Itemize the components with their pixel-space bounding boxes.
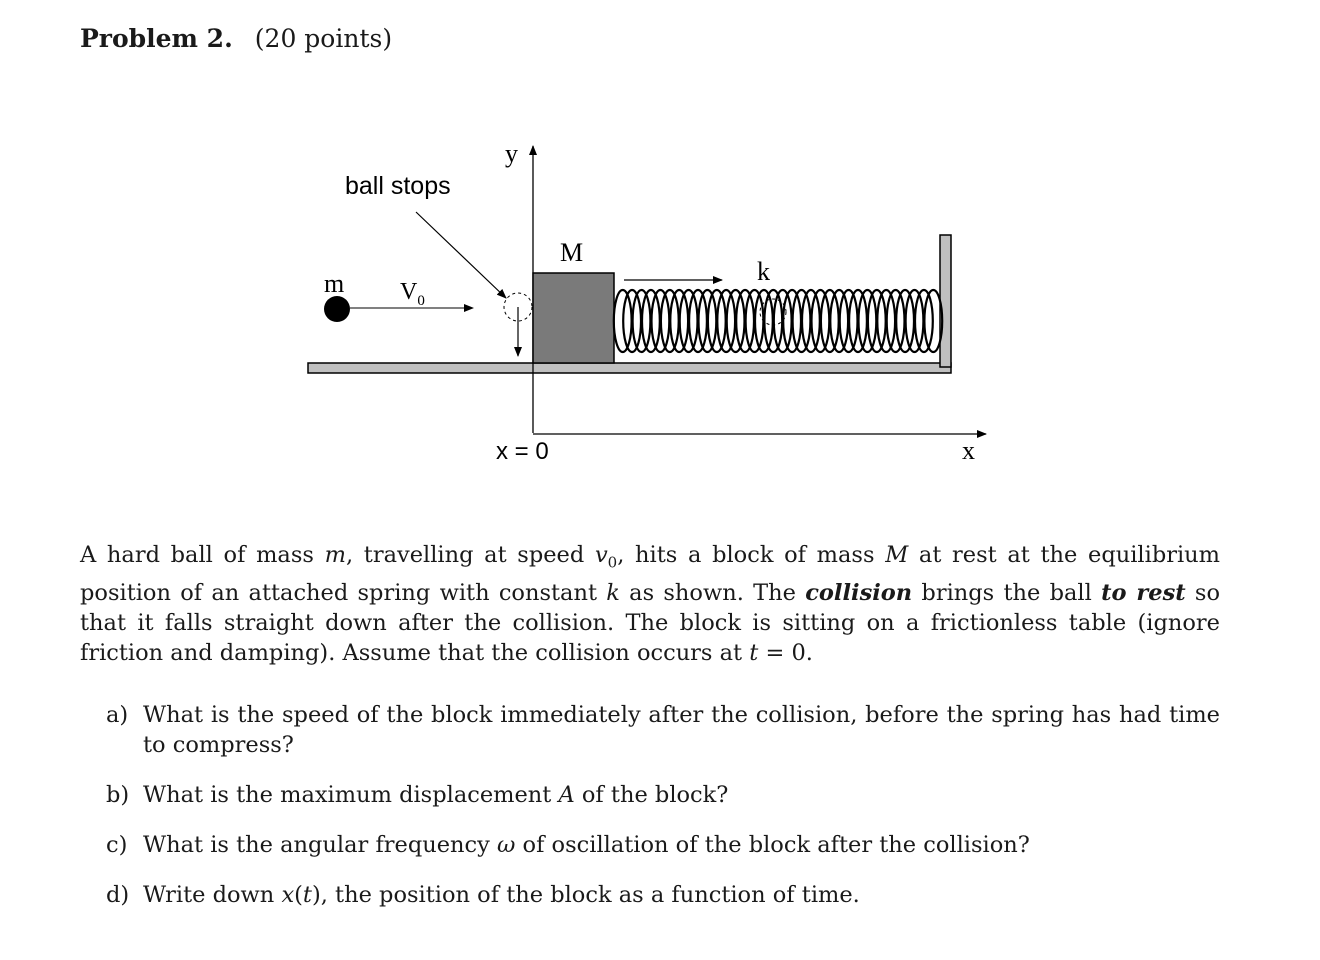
q-post: of the block? — [574, 782, 729, 808]
problem-statement — [80, 540, 1220, 668]
text-2: , travelling at speed — [345, 542, 595, 568]
var-v: v — [594, 542, 608, 568]
spring — [614, 290, 942, 352]
q-mid: ( — [294, 882, 303, 908]
question-a — [106, 700, 1220, 760]
text-6: brings the ball — [912, 579, 1102, 606]
question-text — [143, 830, 1220, 860]
question-text — [143, 780, 1220, 810]
question-b — [106, 780, 1220, 810]
question-c — [106, 830, 1220, 860]
label-y: y — [505, 139, 518, 168]
text-8: = 0. — [758, 639, 813, 666]
wall — [940, 235, 951, 367]
label-M: M — [560, 238, 584, 267]
question-label: d) — [106, 882, 130, 908]
problem-points: (20 points) — [254, 24, 393, 53]
label-m: m — [324, 269, 345, 298]
q-pre: What is the angular frequency — [143, 832, 498, 858]
var-k: k — [606, 579, 620, 606]
text-1: A hard ball of mass — [80, 542, 325, 568]
problem-label: Problem 2. — [80, 24, 233, 53]
table-surface — [308, 363, 951, 373]
question-d — [106, 880, 1220, 910]
var-m: m — [324, 542, 346, 568]
label-v0 — [400, 279, 425, 309]
q-var: ω — [497, 832, 516, 858]
ball-m — [324, 296, 350, 322]
label-v-sub: 0 — [417, 293, 425, 309]
question-label: c) — [106, 832, 128, 858]
q-pre: Write down — [143, 882, 282, 908]
q-pre: What is the maximum displacement — [143, 782, 559, 808]
question-text — [143, 880, 1220, 910]
question-label: a) — [106, 702, 129, 728]
q-post: ), the position of the block as a function of time. — [311, 882, 860, 908]
q-post: of oscillation of the block after the collision? — [515, 832, 1030, 858]
label-x: x — [962, 436, 975, 465]
text-5: as shown. The — [619, 579, 806, 606]
question-text: What is the speed of the block immediately after the collision, before the spring has had time to compress? — [143, 702, 1220, 758]
var-t: t — [749, 639, 759, 666]
q-var: A — [558, 782, 575, 808]
label-v: V — [400, 279, 418, 305]
question-list — [106, 700, 1220, 930]
label-k: k — [757, 257, 770, 286]
block-M — [533, 273, 614, 363]
question-label: b) — [106, 782, 130, 808]
ball-stops-pointer — [416, 212, 506, 298]
text-7: so that it falls straight down after the collision. The block is sitting on a frictionless table (ignore friction and damping). Assume that the collision occurs at — [80, 579, 1220, 666]
label-ball-stops: ball stops — [345, 172, 451, 200]
q-var2: t — [302, 882, 312, 908]
var-M: M — [885, 542, 909, 568]
text-3: , hits a block of mass — [617, 542, 886, 568]
var-v-sub: 0 — [607, 553, 618, 572]
text-4: at rest at the equilibrium position of an attached spring with constant — [80, 542, 1221, 606]
emph-collision: collision — [805, 579, 913, 606]
label-x0: x = 0 — [496, 438, 549, 465]
emph-to-rest: to rest — [1101, 579, 1186, 606]
q-var: x — [281, 882, 295, 908]
